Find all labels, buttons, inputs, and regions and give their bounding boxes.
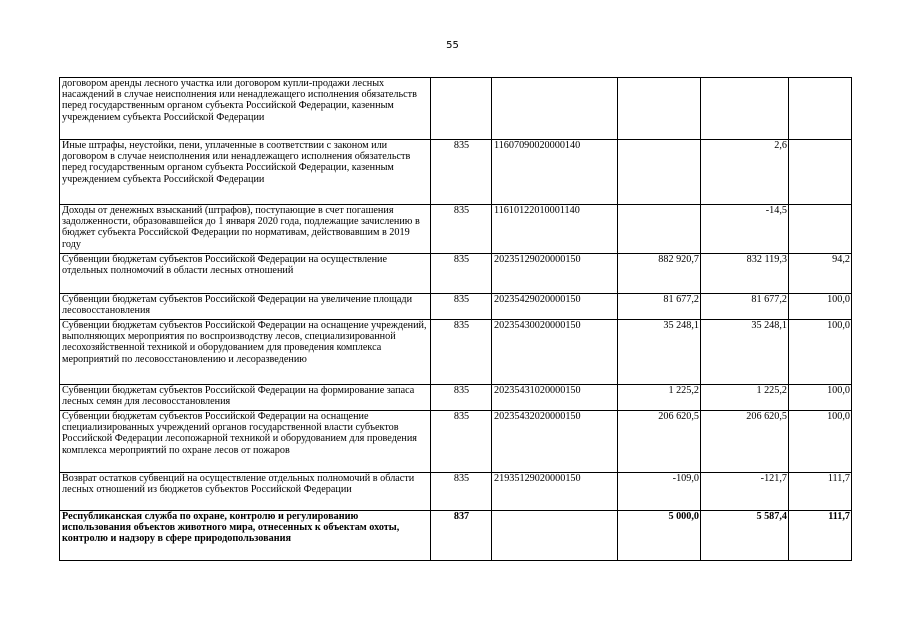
row-name-cell: Субвенции бюджетам субъектов Российской Федерации на оснащение учреждений, выполняющих мероприятия по воспроизводству лесов, специализированной лесохозяйственной техникой и оборудованием для проведения комплекса мероприятий по лесовосстановлению и лесоразведению bbox=[60, 320, 431, 385]
row-plan-cell: 5 000,0 bbox=[618, 511, 701, 561]
row-admin-code-cell bbox=[431, 78, 492, 140]
row-percent-cell: 100,0 bbox=[789, 411, 852, 473]
row-admin-code-cell: 835 bbox=[431, 294, 492, 320]
row-name-cell: Республиканская служба по охране, контролю и регулированию использования объектов животного мира, отнесенных к объектам охоты, контролю и надзору в сфере природопользования bbox=[60, 511, 431, 561]
row-admin-code-cell: 835 bbox=[431, 205, 492, 254]
row-fact-cell: 5 587,4 bbox=[701, 511, 789, 561]
row-fact-cell bbox=[701, 78, 789, 140]
row-admin-code-cell: 835 bbox=[431, 411, 492, 473]
row-percent-cell: 94,2 bbox=[789, 254, 852, 294]
row-budget-code-cell: 20235429020000150 bbox=[492, 294, 618, 320]
row-budget-code-cell bbox=[492, 511, 618, 561]
row-fact-cell: 1 225,2 bbox=[701, 385, 789, 411]
row-name-cell: Возврат остатков субвенций на осуществление отдельных полномочий в области лесных отношений из бюджетов субъектов Российской Федерации bbox=[60, 473, 431, 511]
row-fact-cell: 81 677,2 bbox=[701, 294, 789, 320]
row-budget-code-cell: 20235432020000150 bbox=[492, 411, 618, 473]
row-fact-cell: -14,5 bbox=[701, 205, 789, 254]
row-percent-cell bbox=[789, 140, 852, 205]
table-row bbox=[60, 385, 852, 411]
row-plan-cell bbox=[618, 205, 701, 254]
table-row bbox=[60, 294, 852, 320]
row-admin-code-cell: 835 bbox=[431, 140, 492, 205]
row-budget-code-cell: 11610122010001140 bbox=[492, 205, 618, 254]
table-row bbox=[60, 320, 852, 385]
row-name-cell: Субвенции бюджетам субъектов Российской Федерации на увеличение площади лесовосстановления bbox=[60, 294, 431, 320]
row-name-cell: Субвенции бюджетам субъектов Российской Федерации на формирование запаса лесных семян для лесовосстановления bbox=[60, 385, 431, 411]
row-percent-cell: 100,0 bbox=[789, 294, 852, 320]
row-fact-cell: 35 248,1 bbox=[701, 320, 789, 385]
row-percent-cell: 111,7 bbox=[789, 473, 852, 511]
row-budget-code-cell: 20235431020000150 bbox=[492, 385, 618, 411]
table-row bbox=[60, 411, 852, 473]
row-plan-cell: 1 225,2 bbox=[618, 385, 701, 411]
row-percent-cell bbox=[789, 78, 852, 140]
row-name-cell: Субвенции бюджетам субъектов Российской Федерации на оснащение специализированных учреждений органов государственной власти субъектов Российской Федерации лесопожарной техникой и оборудованием для проведения комплекса мероприятий по охране лесов от пожаров bbox=[60, 411, 431, 473]
row-plan-cell bbox=[618, 140, 701, 205]
table-row bbox=[60, 473, 852, 511]
row-plan-cell: 882 920,7 bbox=[618, 254, 701, 294]
row-budget-code-cell bbox=[492, 78, 618, 140]
row-plan-cell: 206 620,5 bbox=[618, 411, 701, 473]
row-admin-code-cell: 835 bbox=[431, 473, 492, 511]
table-body bbox=[60, 78, 852, 561]
table-row bbox=[60, 511, 852, 561]
revenue-table bbox=[59, 77, 852, 561]
row-percent-cell: 100,0 bbox=[789, 320, 852, 385]
row-plan-cell: -109,0 bbox=[618, 473, 701, 511]
page-number: 55 bbox=[446, 40, 459, 51]
table-row bbox=[60, 140, 852, 205]
table-row bbox=[60, 205, 852, 254]
row-name-cell: договором аренды лесного участка или договором купли-продажи лесных насаждений в случае неисполнения или ненадлежащего исполнения обязательств перед государственным органом субъекта Российской Федерации, казенным учреждением субъекта Российской Федерации bbox=[60, 78, 431, 140]
row-budget-code-cell: 21935129020000150 bbox=[492, 473, 618, 511]
row-admin-code-cell: 835 bbox=[431, 385, 492, 411]
row-admin-code-cell: 835 bbox=[431, 254, 492, 294]
row-plan-cell: 35 248,1 bbox=[618, 320, 701, 385]
row-plan-cell: 81 677,2 bbox=[618, 294, 701, 320]
row-budget-code-cell: 20235430020000150 bbox=[492, 320, 618, 385]
row-fact-cell: 2,6 bbox=[701, 140, 789, 205]
row-fact-cell: -121,7 bbox=[701, 473, 789, 511]
row-percent-cell: 111,7 bbox=[789, 511, 852, 561]
row-admin-code-cell: 835 bbox=[431, 320, 492, 385]
row-name-cell: Доходы от денежных взысканий (штрафов), поступающие в счет погашения задолженности, образовавшейся до 1 января 2020 года, подлежащие зачислению в бюджет субъекта Российской Федерации по нормативам, действовавшим в 2019 году bbox=[60, 205, 431, 254]
row-percent-cell: 100,0 bbox=[789, 385, 852, 411]
row-budget-code-cell: 20235129020000150 bbox=[492, 254, 618, 294]
row-fact-cell: 206 620,5 bbox=[701, 411, 789, 473]
table-row bbox=[60, 254, 852, 294]
table-row bbox=[60, 78, 852, 140]
row-name-cell: Иные штрафы, неустойки, пени, уплаченные в соответствии с законом или договором в случае неисполнения или ненадлежащего исполнения обязательств перед государственным органом субъекта Российской Федерации, казенным учреждением субъекта Российской Федерации bbox=[60, 140, 431, 205]
row-admin-code-cell: 837 bbox=[431, 511, 492, 561]
row-name-cell: Субвенции бюджетам субъектов Российской Федерации на осуществление отдельных полномочий в области лесных отношений bbox=[60, 254, 431, 294]
row-fact-cell: 832 119,3 bbox=[701, 254, 789, 294]
row-budget-code-cell: 11607090020000140 bbox=[492, 140, 618, 205]
row-percent-cell bbox=[789, 205, 852, 254]
row-plan-cell bbox=[618, 78, 701, 140]
